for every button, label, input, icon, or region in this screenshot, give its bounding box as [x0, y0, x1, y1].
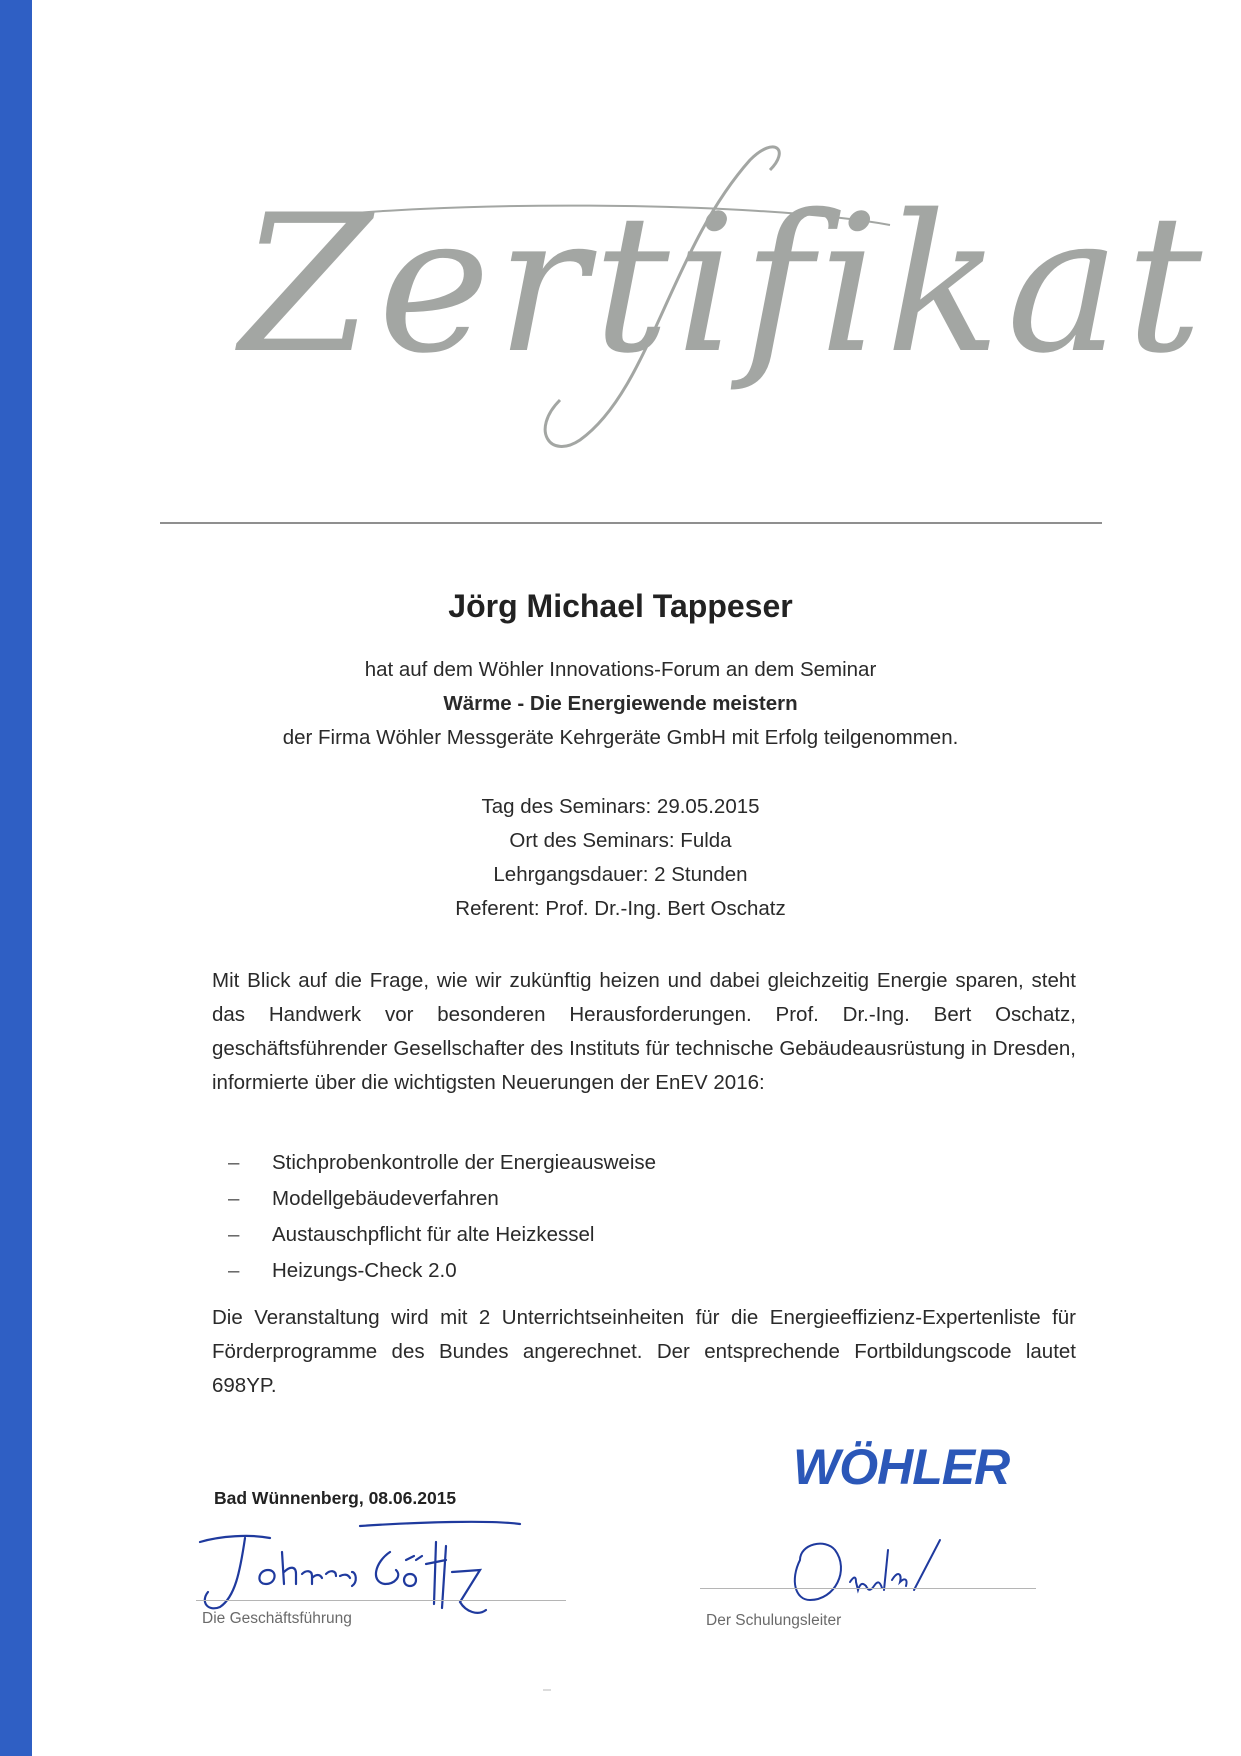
- signature-line-right: [700, 1588, 1036, 1589]
- list-item-text: Modellgebäudeverfahren: [272, 1187, 499, 1210]
- list-item: [212, 1187, 912, 1223]
- list-item: [212, 1223, 912, 1259]
- signature-label-right: Der Schulungsleiter: [706, 1612, 842, 1629]
- recipient-name: Jörg Michael Tappeser: [448, 588, 793, 624]
- list-item: [212, 1151, 912, 1187]
- list-item-text: Austauschpflicht für alte Heizkessel: [272, 1223, 595, 1246]
- course-duration: Lehrgangsdauer: 2 Stunden: [493, 863, 748, 886]
- list-item-text: Stichprobenkontrolle der Energieausweise: [272, 1151, 657, 1174]
- closing-paragraph: Die Veranstaltung wird mit 2 Unterrichtseinheiten für die Energieeffizienz-Expertenliste für Förderprogramme des Bundes angerechnet. Der entsprechende Fortbildungscode lautet 698YP.: [212, 1306, 1076, 1397]
- signature-left: [190, 1512, 580, 1622]
- title-text: Zertifikat: [240, 174, 1209, 395]
- dash-bullet: –: [228, 1259, 240, 1282]
- list-item-text: Heizungs-Check 2.0: [272, 1259, 457, 1282]
- signature-line-left: [196, 1600, 566, 1601]
- seminar-location: Ort des Seminars: Fulda: [509, 829, 732, 852]
- topic-list: [212, 1151, 912, 1295]
- signature-label-left: Die Geschäftsführung: [202, 1610, 352, 1627]
- page-mark: [543, 1689, 551, 1691]
- list-item: [212, 1259, 912, 1295]
- dash-bullet: –: [228, 1151, 240, 1174]
- title-divider: [160, 522, 1102, 524]
- intro-line-1: hat auf dem Wöhler Innovations-Forum an dem Seminar: [364, 658, 877, 681]
- seminar-date: Tag des Seminars: 29.05.2015: [481, 795, 760, 818]
- dash-bullet: –: [228, 1223, 240, 1246]
- signature-right: [780, 1530, 980, 1610]
- intro-line-3: der Firma Wöhler Messgeräte Kehrgeräte GmbH mit Erfolg teilgenommen.: [282, 726, 959, 749]
- lecturer: Referent: Prof. Dr.-Ing. Bert Oschatz: [455, 897, 786, 920]
- seminar-title: Wärme - Die Energiewende meistern: [443, 692, 798, 715]
- certificate-title: [230, 130, 1209, 480]
- woehler-logo: WÖHLER: [793, 1439, 1010, 1495]
- description-paragraph: Mit Blick auf die Frage, wie wir zukünftig heizen und dabei gleichzeitig Energie sparen, steht das Handwerk vor besonderen Herausforderungen. Prof. Dr.-Ing. Bert Oschatz, geschäftsführender Gesellschafter des Instituts für technische Gebäudeausrüstung in Dresden, informierte über die wichtigsten Neuerungen der EnEV 2016:: [212, 969, 1076, 1094]
- dash-bullet: –: [228, 1187, 240, 1210]
- place-and-date: Bad Wünnenberg, 08.06.2015: [214, 1488, 457, 1508]
